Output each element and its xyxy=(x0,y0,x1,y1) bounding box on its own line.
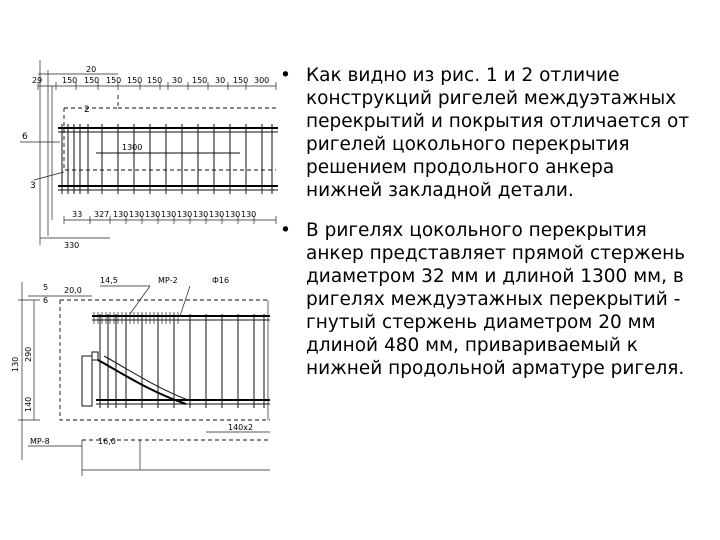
dim-label: 130 xyxy=(241,210,257,219)
rod-length-label: 1300 xyxy=(122,143,143,152)
dim-label: 30 xyxy=(172,76,183,85)
dim-label: 150 xyxy=(192,76,208,85)
dim-label: 150 xyxy=(233,76,249,85)
dim-label: 14,5 xyxy=(100,276,118,285)
dim-label: 140х2 xyxy=(228,423,254,432)
dim-label: 150 xyxy=(147,76,163,85)
mark-label: 6 xyxy=(43,296,49,305)
dim-label: 330 xyxy=(64,241,80,250)
bullet-list xyxy=(276,64,696,397)
mark-label: Ф16 xyxy=(212,276,230,285)
bullet-text: В ригелях цокольного перекрытия анкер представляет прямой стержень диаметром 32 мм и длиной 1300 мм, в ригелях междуэтажных перекрытий - гнутый стержень диаметром 20 мм длиной 480 мм, привариваемый к нижней продольной арматуре ригеля. xyxy=(306,220,686,379)
dim-label: 130 xyxy=(193,210,209,219)
dim-label: 130 xyxy=(225,210,241,219)
dim-label: 130 xyxy=(161,210,177,219)
bullet-marker: • xyxy=(280,220,291,241)
figure-2 xyxy=(11,276,270,476)
dim-label: 130 xyxy=(145,210,161,219)
bullet-text: Как видно из рис. 1 и 2 отличие конструкций ригелей междуэтажных перекрытий и покрытия отличается от ригелей цокольного перекрытия решением продольного анкера нижней закладной детали. xyxy=(306,65,690,201)
rebar-drawing xyxy=(0,0,290,540)
bullet-marker: • xyxy=(280,65,291,86)
dim-label: 33 xyxy=(72,210,83,219)
dim-label: 140 xyxy=(24,396,33,412)
mark-label: МР-8 xyxy=(30,437,50,446)
dim-label: 130 xyxy=(209,210,225,219)
dim-label: 16,0 xyxy=(98,437,116,446)
mark-label: МР-2 xyxy=(158,276,178,285)
mark-label: 5 xyxy=(43,283,49,292)
dim-label: 150 xyxy=(84,76,100,85)
mark-label: 3 xyxy=(30,181,36,191)
bullet-item xyxy=(276,219,696,380)
mark-label: 6 xyxy=(22,132,28,142)
dim-label: 130 xyxy=(177,210,193,219)
dim-label: 29 xyxy=(32,76,43,85)
dim-label: 150 xyxy=(106,76,122,85)
dim-label: 130 xyxy=(11,356,20,372)
dim-label: 327 xyxy=(94,210,110,219)
dim-label: 150 xyxy=(62,76,78,85)
dim-label: 130 xyxy=(113,210,129,219)
dim-label: 30 xyxy=(215,76,226,85)
mark-label: 2 xyxy=(84,105,90,115)
figure-1 xyxy=(20,60,278,250)
dim-label: 300 xyxy=(254,76,270,85)
dim-label: 130 xyxy=(129,210,145,219)
dim-label: 20 xyxy=(86,65,97,74)
bullet-item xyxy=(276,64,696,202)
dim-label: 290 xyxy=(24,346,33,362)
dim-label: 150 xyxy=(127,76,143,85)
dim-label: 20,0 xyxy=(64,286,82,295)
